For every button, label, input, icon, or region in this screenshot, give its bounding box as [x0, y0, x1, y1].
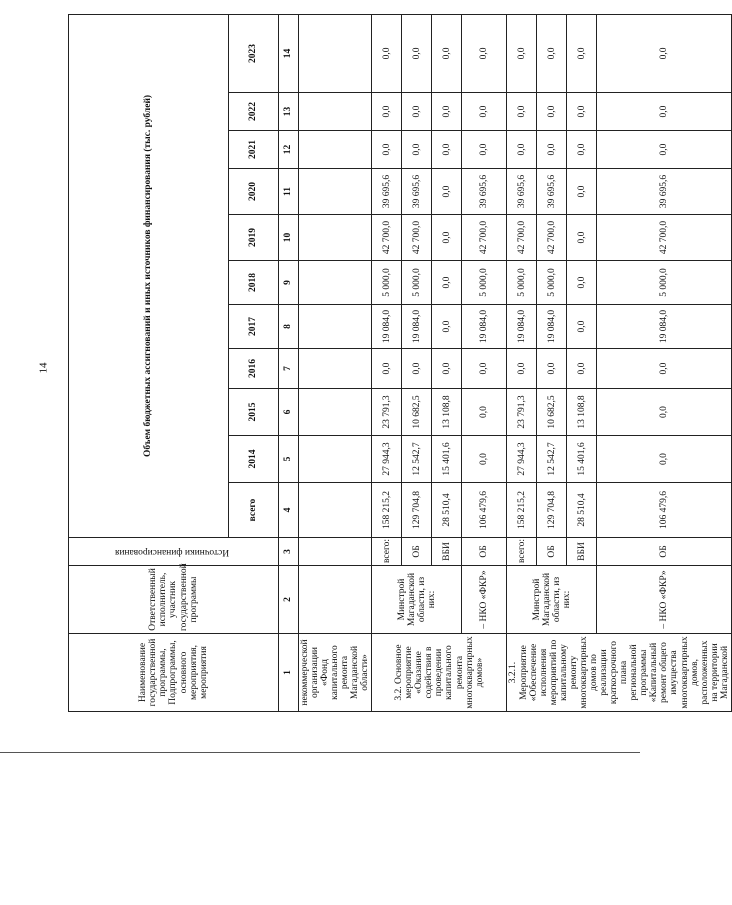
column-number: 13 — [279, 93, 299, 131]
value-cell: 0,0 — [432, 93, 462, 131]
page-divider-line — [0, 752, 640, 753]
value-cell: 0,0 — [507, 131, 537, 169]
measure-name-cell: 3.2.1. Мероприятие «Обеспечение исполнения мероприятий по капитальному ремонту многоквартирных домов по реализации краткосрочного плана региональной программы «Капитальный ремонт общего имущества многоквартирных домов, расположенных на территории Магаданской — [507, 634, 731, 712]
value-cell: 0,0 — [432, 215, 462, 261]
column-number: 9 — [279, 261, 299, 305]
value-cell: 42 700,0 — [507, 215, 537, 261]
value-cell: 0,0 — [507, 349, 537, 389]
header-year: 2019 — [229, 215, 279, 261]
value-cell: 39 695,6 — [402, 169, 432, 215]
source-cell: ОБ — [462, 538, 507, 566]
value-cell: 129 704,8 — [402, 483, 432, 538]
value-cell: 10 682,5 — [402, 389, 432, 436]
value-cell: 19 084,0 — [372, 305, 402, 349]
header-name: Наименование государственной программы, Подпрограммы, основного мероприятия, мероприятия — [69, 634, 279, 712]
column-number: 1 — [279, 634, 299, 712]
value-cell: 15 401,6 — [432, 436, 462, 483]
value-cell: 0,0 — [567, 93, 597, 131]
value-cell: 19 084,0 — [402, 305, 432, 349]
value-cell: 39 695,6 — [507, 169, 537, 215]
sub-executor-cell: – НКО «ФКР» — [462, 566, 507, 634]
value-cell: 0,0 — [507, 93, 537, 131]
value-cell: 28 510,4 — [432, 483, 462, 538]
value-cell: 0,0 — [372, 93, 402, 131]
source-cell: ВБИ — [432, 538, 462, 566]
source-cell: всего: — [507, 538, 537, 566]
value-cell: 0,0 — [597, 131, 731, 169]
value-cell: 0,0 — [402, 131, 432, 169]
column-number: 5 — [279, 436, 299, 483]
value-cell: 0,0 — [372, 131, 402, 169]
column-number: 12 — [279, 131, 299, 169]
table-row — [372, 14, 402, 711]
value-cell: 15 401,6 — [567, 436, 597, 483]
header-year: 2021 — [229, 131, 279, 169]
value-cell: 0,0 — [462, 14, 507, 92]
value-cell: 19 084,0 — [507, 305, 537, 349]
value-cell: 12 542,7 — [537, 436, 567, 483]
table-row — [597, 14, 731, 711]
table-row — [507, 14, 537, 711]
header-executor: Ответственный исполнитель, участник государственной программы — [69, 566, 279, 634]
value-cell: 0,0 — [567, 305, 597, 349]
value-cell: 0,0 — [567, 215, 597, 261]
value-cell: 27 944,3 — [507, 436, 537, 483]
value-cell: 0,0 — [597, 349, 731, 389]
value-cell: 19 084,0 — [462, 305, 507, 349]
value-cell: 0,0 — [462, 436, 507, 483]
column-number: 8 — [279, 305, 299, 349]
value-cell: 0,0 — [402, 349, 432, 389]
table-row — [299, 14, 372, 711]
value-cell: 0,0 — [402, 93, 432, 131]
value-cell: 19 084,0 — [597, 305, 731, 349]
value-cell: 42 700,0 — [372, 215, 402, 261]
value-cell: 0,0 — [462, 389, 507, 436]
value-cell: 0,0 — [567, 169, 597, 215]
column-number: 3 — [279, 538, 299, 566]
value-cell: 0,0 — [432, 261, 462, 305]
header-year: 2015 — [229, 389, 279, 436]
column-number: 6 — [279, 389, 299, 436]
measure-name-cell: 3.2. Основное мероприятие «Оказание содействия в проведении капитального ремонта многоквартирных домов» — [372, 634, 507, 712]
value-cell: 158 215,2 — [372, 483, 402, 538]
value-cell: 0,0 — [462, 131, 507, 169]
header-year: 2022 — [229, 93, 279, 131]
value-cell: 27 944,3 — [372, 436, 402, 483]
column-number: 2 — [279, 566, 299, 634]
executor-cell: Минстрой Магаданской области, из них: — [507, 566, 597, 634]
value-cell: 5 000,0 — [597, 261, 731, 305]
header-year: 2016 — [229, 349, 279, 389]
value-cell: 0,0 — [432, 305, 462, 349]
value-cell: 0,0 — [537, 349, 567, 389]
header-source-label: Источники финансирования — [114, 546, 230, 557]
value-cell: 23 791,3 — [372, 389, 402, 436]
column-number: 7 — [279, 349, 299, 389]
sub-executor-cell: – НКО «ФКР» — [597, 566, 731, 634]
value-cell: 0,0 — [462, 93, 507, 131]
value-cell: 0,0 — [462, 349, 507, 389]
value-cell: 158 215,2 — [507, 483, 537, 538]
header-year: 2014 — [229, 436, 279, 483]
source-cell: ВБИ — [567, 538, 597, 566]
value-cell: 0,0 — [372, 14, 402, 92]
column-number: 4 — [279, 483, 299, 538]
header-group: Объем бюджетных ассигнований и иных источников финансирования (тыс. рублей) — [69, 14, 229, 537]
value-cell: 0,0 — [537, 131, 567, 169]
source-cell: ОБ — [402, 538, 432, 566]
header-year: 2018 — [229, 261, 279, 305]
value-cell: 42 700,0 — [462, 215, 507, 261]
financing-table — [68, 14, 732, 712]
value-cell: 0,0 — [507, 14, 537, 92]
value-cell: 0,0 — [597, 93, 731, 131]
value-cell: 5 000,0 — [402, 261, 432, 305]
value-cell: 13 108,8 — [432, 389, 462, 436]
page-number: 14 — [37, 362, 50, 374]
value-cell: 42 700,0 — [537, 215, 567, 261]
value-cell: 0,0 — [567, 131, 597, 169]
executor-cell: Минстрой Магаданской области, из них: — [372, 566, 462, 634]
table-row — [462, 14, 507, 711]
value-cell: 0,0 — [432, 349, 462, 389]
header-year: 2020 — [229, 169, 279, 215]
value-cell: 5 000,0 — [537, 261, 567, 305]
value-cell: 12 542,7 — [402, 436, 432, 483]
value-cell: 0,0 — [432, 131, 462, 169]
value-cell: 106 479,6 — [597, 483, 731, 538]
value-cell: 106 479,6 — [462, 483, 507, 538]
value-cell: 0,0 — [372, 349, 402, 389]
header-source — [69, 538, 279, 566]
header-year: 2017 — [229, 305, 279, 349]
value-cell: 10 682,5 — [537, 389, 567, 436]
value-cell: 0,0 — [432, 14, 462, 92]
source-cell: всего: — [372, 538, 402, 566]
value-cell: 0,0 — [567, 349, 597, 389]
value-cell: 5 000,0 — [372, 261, 402, 305]
value-cell: 129 704,8 — [537, 483, 567, 538]
source-cell: ОБ — [597, 538, 731, 566]
source-cell: ОБ — [537, 538, 567, 566]
value-cell: 39 695,6 — [537, 169, 567, 215]
value-cell: 39 695,6 — [597, 169, 731, 215]
value-cell: 0,0 — [537, 93, 567, 131]
value-cell: 0,0 — [597, 436, 731, 483]
header-total: всего — [229, 483, 279, 538]
column-number: 14 — [279, 14, 299, 92]
value-cell: 0,0 — [537, 14, 567, 92]
value-cell: 0,0 — [402, 14, 432, 92]
value-cell: 23 791,3 — [507, 389, 537, 436]
value-cell: 0,0 — [597, 14, 731, 92]
value-cell: 13 108,8 — [567, 389, 597, 436]
header-year: 2023 — [229, 14, 279, 92]
value-cell: 0,0 — [597, 389, 731, 436]
value-cell: 42 700,0 — [597, 215, 731, 261]
rotated-table-container — [68, 15, 730, 712]
value-cell: 5 000,0 — [507, 261, 537, 305]
value-cell: 5 000,0 — [462, 261, 507, 305]
value-cell: 39 695,6 — [462, 169, 507, 215]
value-cell: 19 084,0 — [537, 305, 567, 349]
value-cell: 0,0 — [567, 14, 597, 92]
value-cell: 39 695,6 — [372, 169, 402, 215]
column-number: 10 — [279, 215, 299, 261]
value-cell: 42 700,0 — [402, 215, 432, 261]
continuation-cell: некоммерческой организации «Фонд капитального ремонта Магаданской области» — [299, 634, 372, 712]
value-cell: 0,0 — [432, 169, 462, 215]
value-cell: 0,0 — [567, 261, 597, 305]
column-number: 11 — [279, 169, 299, 215]
value-cell: 28 510,4 — [567, 483, 597, 538]
